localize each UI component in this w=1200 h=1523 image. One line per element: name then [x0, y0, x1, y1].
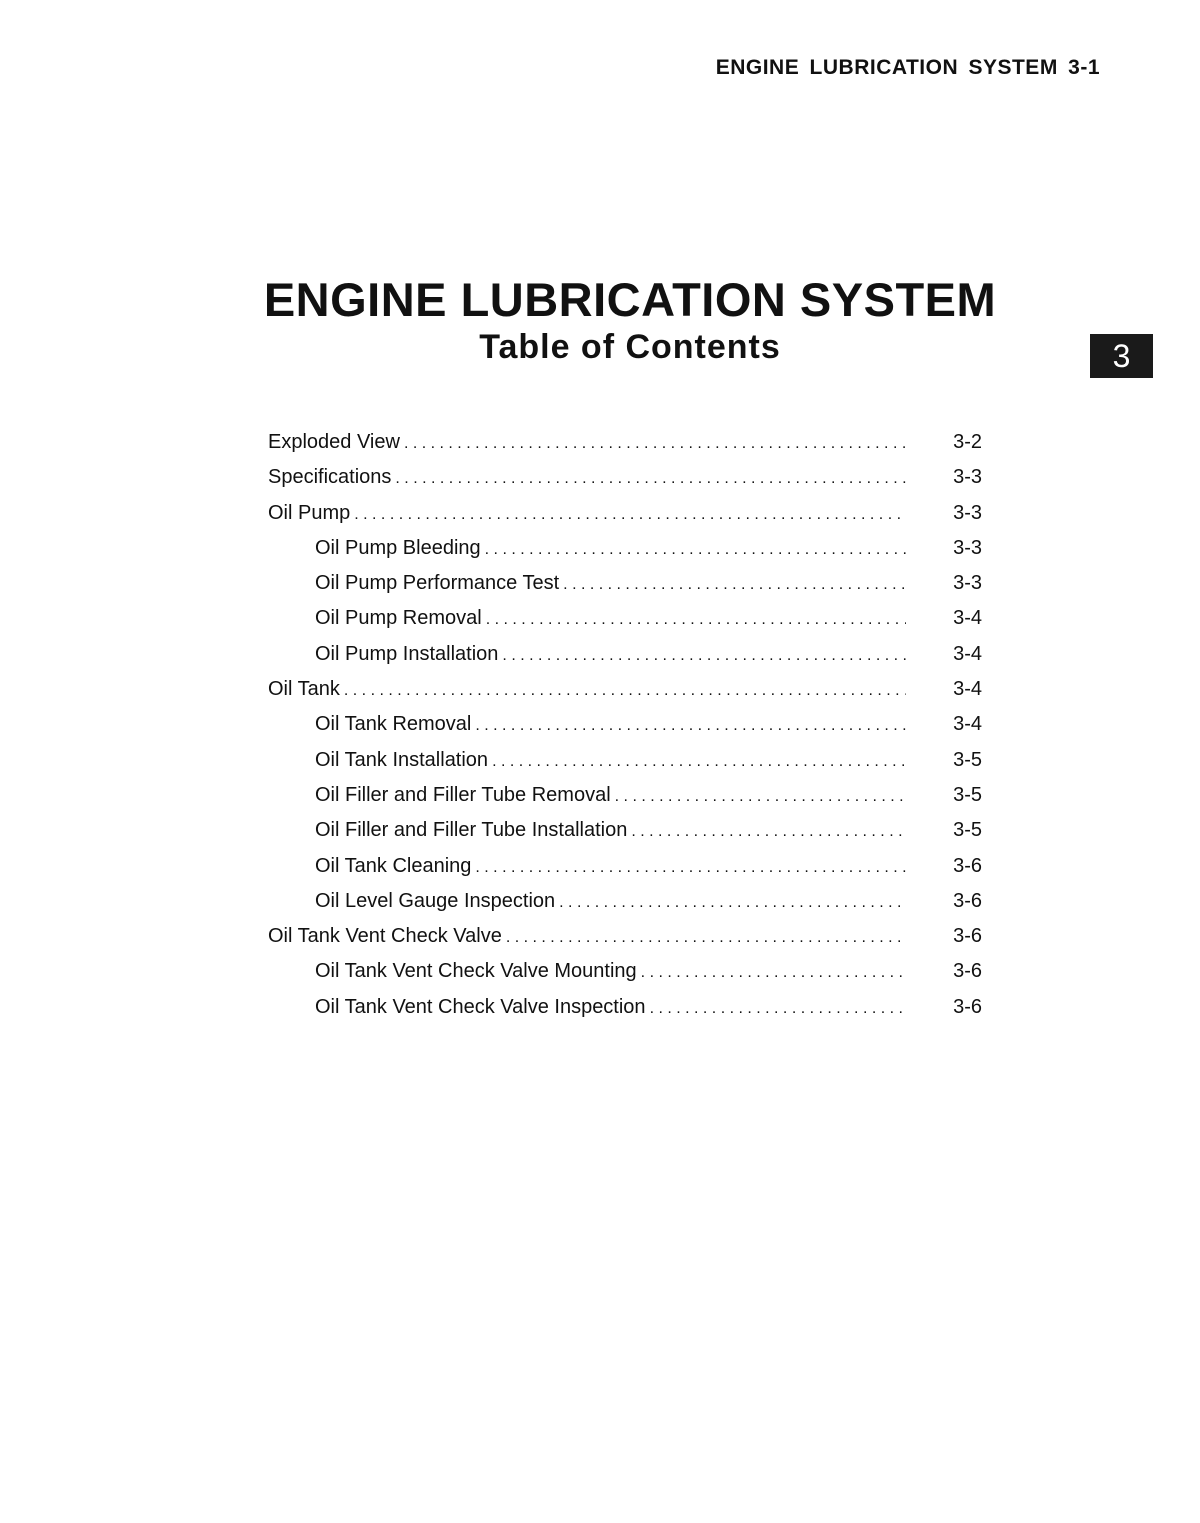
toc-subentry[interactable] — [268, 778, 988, 813]
toc-leader — [486, 602, 906, 637]
toc-entry-title: Oil Level Gauge Inspection — [315, 889, 556, 912]
toc-entry-page: 3-4 — [953, 642, 982, 665]
toc-entry-page: 3-6 — [953, 854, 982, 877]
toc-leader — [354, 497, 906, 532]
toc-entry[interactable] — [268, 460, 988, 495]
toc-leader — [559, 885, 906, 920]
toc-entry-title: Oil Tank — [268, 678, 340, 701]
toc-entry[interactable] — [268, 919, 988, 954]
toc-entry-page: 3-6 — [953, 960, 982, 983]
toc-entry-title: Specifications — [268, 466, 392, 489]
table-of-contents — [268, 425, 988, 1025]
toc-entry-page: 3-6 — [953, 995, 982, 1018]
toc-subentry[interactable] — [268, 954, 988, 989]
toc-entry-title: Oil Tank Installation — [315, 748, 489, 771]
toc-entry-title: Oil Filler and Filler Tube Installation — [315, 819, 628, 842]
toc-entry-title: Oil Tank Vent Check Valve Inspection — [315, 995, 646, 1018]
toc-entry-page: 3-5 — [953, 783, 982, 806]
toc-leader — [485, 532, 906, 567]
toc-entry-title: Oil Filler and Filler Tube Removal — [315, 783, 611, 806]
toc-subentry[interactable] — [268, 601, 988, 636]
toc-entry-title: Oil Tank Vent Check Valve Mounting — [315, 960, 637, 983]
toc-entry-title: Oil Pump Removal — [315, 607, 482, 630]
toc-entry-page: 3-3 — [953, 536, 982, 559]
toc-entry-title: Oil Pump Installation — [315, 642, 499, 665]
running-header: ENGINE LUBRICATION SYSTEM 3-1 — [715, 56, 1100, 79]
toc-entry-page: 3-4 — [953, 607, 982, 630]
toc-subentry[interactable] — [268, 990, 988, 1025]
toc-leader — [492, 744, 906, 779]
toc-subentry[interactable] — [268, 884, 988, 919]
toc-entry-title: Exploded View — [268, 431, 400, 453]
toc-entry-title: Oil Pump Performance Test — [315, 572, 560, 595]
toc-entry-page: 3-2 — [953, 431, 982, 453]
toc-leader — [395, 461, 906, 496]
toc-entry-page: 3-4 — [953, 713, 982, 736]
toc-entry-title: Oil Tank Removal — [315, 713, 472, 736]
toc-entry-page: 3-5 — [953, 748, 982, 771]
toc-leader — [563, 567, 906, 602]
toc-subentry[interactable] — [268, 743, 988, 778]
toc-leader — [475, 850, 906, 885]
chapter-tab: 3 — [1090, 334, 1153, 378]
toc-entry-page: 3-3 — [953, 501, 982, 524]
toc-entry-title: Oil Pump — [268, 501, 351, 524]
toc-subentry[interactable] — [268, 566, 988, 601]
toc-leader — [502, 638, 906, 673]
toc-leader — [506, 920, 906, 955]
toc-entry-title: Oil Tank Cleaning — [315, 854, 472, 877]
toc-entry-title: Oil Tank Vent Check Valve — [268, 925, 502, 948]
toc-entry[interactable] — [268, 496, 988, 531]
page-title: ENGINE LUBRICATION SYSTEM — [263, 273, 997, 326]
toc-leader — [344, 673, 906, 708]
toc-entry-page: 3-3 — [953, 572, 982, 595]
toc-entry[interactable] — [268, 672, 988, 707]
toc-subentry[interactable] — [268, 849, 988, 884]
toc-subentry[interactable] — [268, 813, 988, 848]
toc-leader — [475, 708, 906, 743]
toc-entry-page: 3-3 — [953, 466, 982, 489]
toc-subentry[interactable] — [268, 531, 988, 566]
toc-leader — [641, 955, 906, 990]
toc-entry-page: 3-5 — [953, 819, 982, 842]
toc-entry-page: 3-6 — [953, 889, 982, 912]
toc-leader — [404, 426, 906, 461]
toc-entry-title: Oil Pump Bleeding — [315, 536, 481, 559]
toc-entry-page: 3-6 — [953, 925, 982, 948]
toc-leader — [650, 991, 906, 1026]
toc-leader — [631, 814, 906, 849]
toc-entry[interactable] — [268, 425, 988, 460]
page-subtitle: Table of Contents — [479, 328, 781, 366]
toc-subentry[interactable] — [268, 637, 988, 672]
toc-entry-page: 3-4 — [953, 678, 982, 701]
toc-leader — [615, 779, 906, 814]
toc-subentry[interactable] — [268, 707, 988, 742]
